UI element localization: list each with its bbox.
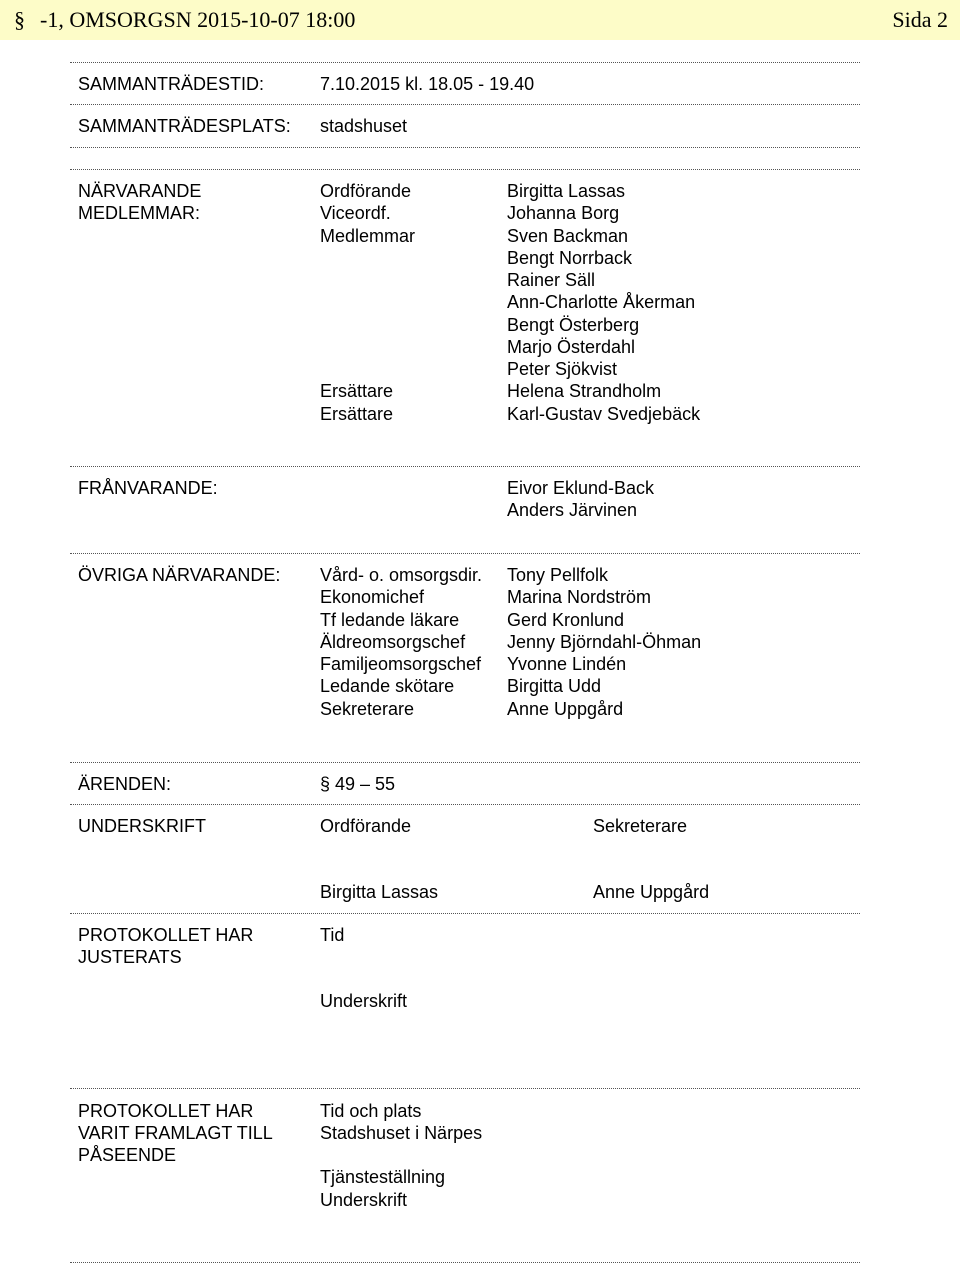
official-name: Marina Nordström <box>507 587 652 607</box>
divider <box>70 913 860 914</box>
official-role: Ekonomichef <box>320 587 425 607</box>
section-sign: § <box>14 7 25 32</box>
member-name: Marjo Österdahl <box>507 337 636 357</box>
divider <box>70 169 860 170</box>
others-label: ÖVRIGA NÄRVARANDE: <box>78 565 281 585</box>
meeting-place-label: SAMMANTRÄDESPLATS: <box>78 116 291 136</box>
adjusted-signature-label: Underskrift <box>320 991 408 1011</box>
member-name: Johanna Borg <box>507 203 620 223</box>
chair-label: Ordförande <box>320 816 412 836</box>
absent-name: Anders Järvinen <box>507 500 638 520</box>
meeting-time-label: SAMMANTRÄDESTID: <box>78 74 265 94</box>
posted-time-place-value: Stadshuset i Närpes <box>320 1123 483 1143</box>
divider <box>70 1088 860 1089</box>
official-name: Tony Pellfolk <box>507 565 609 585</box>
member-role: Ordförande <box>320 181 412 201</box>
matters-value: § 49 – 55 <box>320 774 396 794</box>
divider <box>70 104 860 105</box>
divider <box>70 147 860 148</box>
present-label: MEDLEMMAR: <box>78 203 201 223</box>
official-role: Vård- o. omsorgsdir. <box>320 565 483 585</box>
member-name: Helena Strandholm <box>507 381 662 401</box>
member-role: Ersättare <box>320 381 394 401</box>
header-title: -1, OMSORGSN 2015-10-07 18:00 <box>40 7 356 32</box>
member-name: Peter Sjökvist <box>507 359 618 379</box>
member-role: Medlemmar <box>320 226 416 246</box>
member-name: Rainer Säll <box>507 270 596 290</box>
posted-label: PÅSEENDE <box>78 1145 177 1165</box>
official-name: Yvonne Lindén <box>507 654 627 674</box>
matters-label: ÄRENDEN: <box>78 774 172 794</box>
official-role: Tf ledande läkare <box>320 610 460 630</box>
meeting-time-value: 7.10.2015 kl. 18.05 - 19.40 <box>320 74 535 94</box>
member-role: Viceordf. <box>320 203 391 223</box>
meeting-place-value: stadshuset <box>320 116 408 136</box>
absent-label: FRÅNVARANDE: <box>78 478 218 498</box>
document-header <box>0 0 960 40</box>
signature-label: UNDERSKRIFT <box>78 816 207 836</box>
adjusted-label: PROTOKOLLET HAR <box>78 925 254 945</box>
posted-label: PROTOKOLLET HAR <box>78 1101 254 1121</box>
member-name: Karl-Gustav Svedjebäck <box>507 404 701 424</box>
posted-time-place-label: Tid och plats <box>320 1101 422 1121</box>
official-role: Sekreterare <box>320 699 415 719</box>
member-name: Bengt Norrback <box>507 248 633 268</box>
chair-name: Birgitta Lassas <box>320 882 439 902</box>
adjusted-time-label: Tid <box>320 925 345 945</box>
secretary-name: Anne Uppgård <box>593 882 710 902</box>
page-number: Sida 2 <box>892 7 948 32</box>
posted-label: VARIT FRAMLAGT TILL <box>78 1123 273 1143</box>
adjusted-label: JUSTERATS <box>78 947 182 967</box>
member-name: Ann-Charlotte Åkerman <box>507 292 696 312</box>
member-name: Bengt Österberg <box>507 315 640 335</box>
posted-position-label: Tjänsteställning <box>320 1167 446 1187</box>
posted-signature-label: Underskrift <box>320 1190 408 1210</box>
official-role: Äldreomsorgschef <box>320 632 466 652</box>
secretary-label: Sekreterare <box>593 816 688 836</box>
official-name: Birgitta Udd <box>507 676 602 696</box>
divider <box>70 62 860 63</box>
divider <box>70 804 860 805</box>
official-name: Jenny Björndahl-Öhman <box>507 632 702 652</box>
official-role: Ledande skötare <box>320 676 455 696</box>
divider <box>70 553 860 554</box>
divider <box>70 466 860 467</box>
member-name: Birgitta Lassas <box>507 181 626 201</box>
official-name: Gerd Kronlund <box>507 610 625 630</box>
divider <box>70 1262 860 1263</box>
member-name: Sven Backman <box>507 226 629 246</box>
present-label: NÄRVARANDE <box>78 181 202 201</box>
absent-name: Eivor Eklund-Back <box>507 478 655 498</box>
member-role: Ersättare <box>320 404 394 424</box>
official-name: Anne Uppgård <box>507 699 624 719</box>
official-role: Familjeomsorgschef <box>320 654 482 674</box>
divider <box>70 762 860 763</box>
